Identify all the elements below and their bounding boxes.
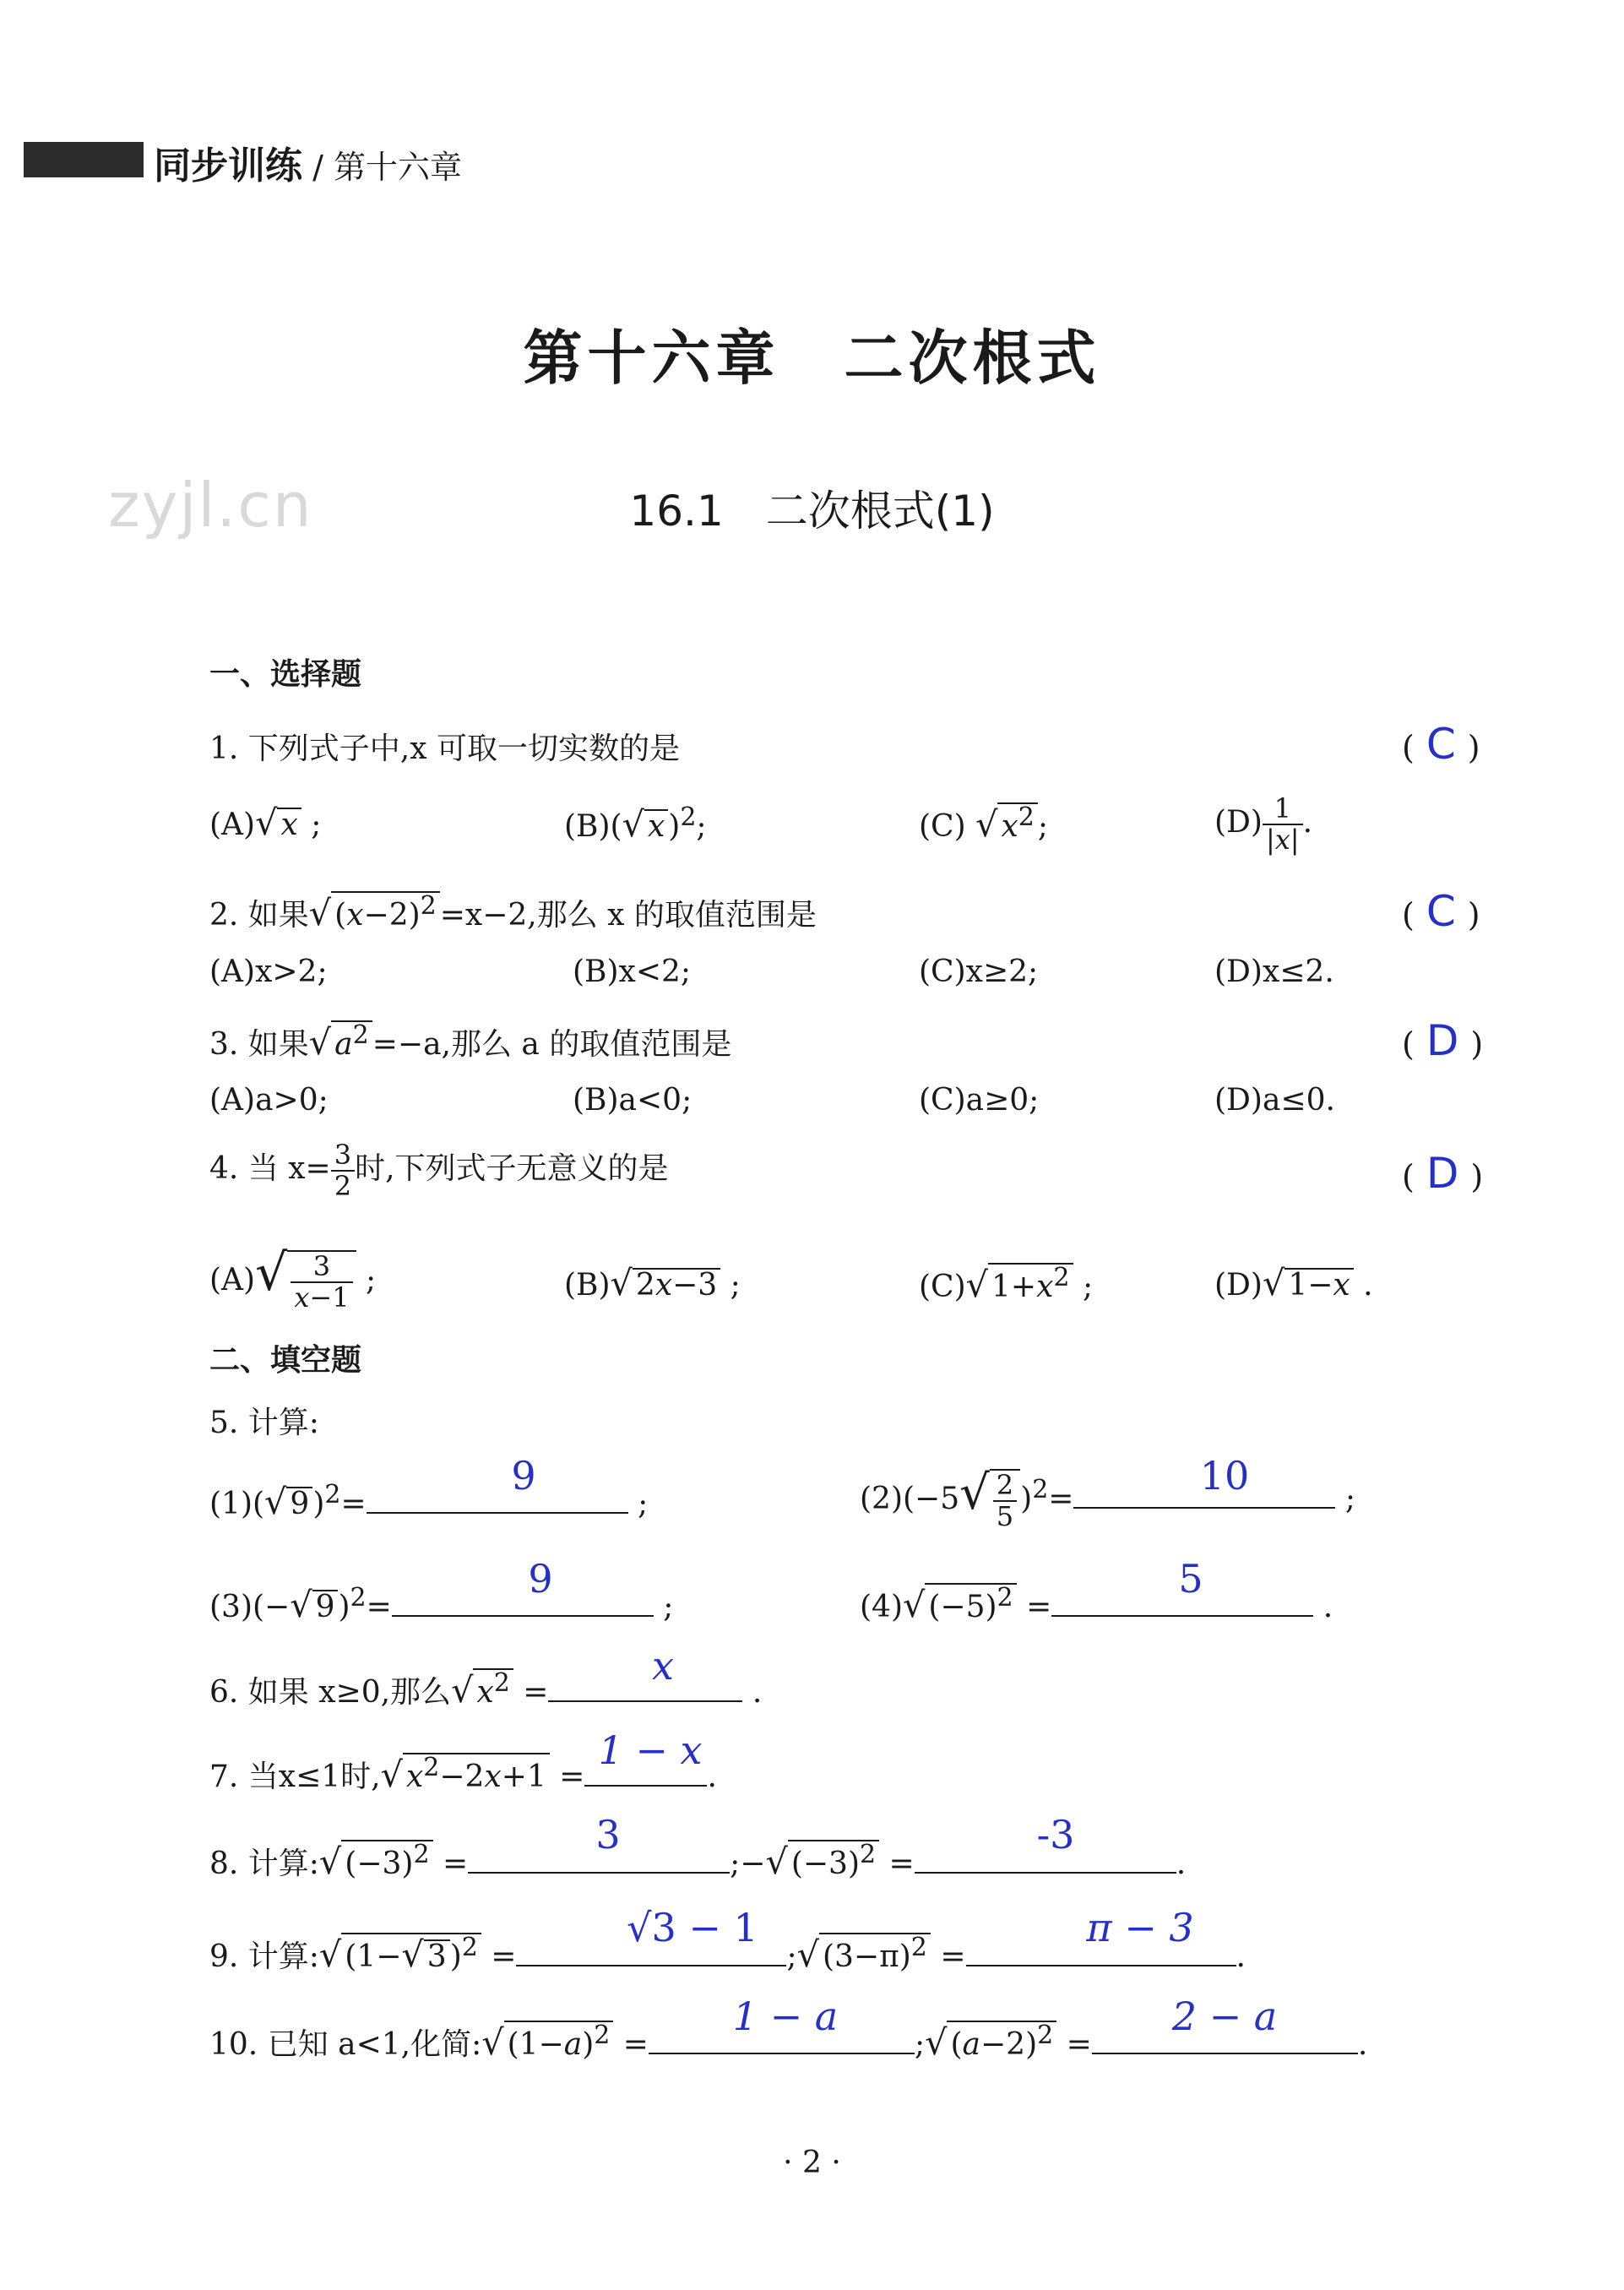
q8-stem: 8. 计算:√ $(-3)^2$ = ;−√ $(-3)^2$ = . <box>209 1840 1187 1882</box>
q2-answer: C <box>1426 887 1456 936</box>
q5-part2: (2)(−5√ $\frac{2}{5}$ )$^2$= ; <box>860 1466 1356 1532</box>
q6-answer: x <box>652 1643 674 1689</box>
header-chapter: 第十六章 <box>333 149 462 186</box>
q4-answer: D <box>1426 1149 1459 1198</box>
section-title: 16.1 二次根式(1) <box>629 487 995 536</box>
q3-answer-box: ( D ) <box>1402 1016 1484 1065</box>
q5-stem: 5. 计算: <box>209 1406 319 1440</box>
q5-part4: (4)√ $(-5)^2$ = . <box>860 1583 1333 1625</box>
q5-answer-4: 5 <box>1178 1556 1203 1602</box>
page-number: · 2 · <box>783 2146 841 2180</box>
q1-option-b: (B)(√ x )$^2$; <box>564 802 707 845</box>
q5-answer-3: 9 <box>528 1556 553 1602</box>
part1-heading: 一、选择题 <box>209 657 362 692</box>
q4-stem: 4. 当 x= $\frac{3}{2}$ 时,下列式子无意义的是 <box>209 1139 669 1203</box>
q4-option-d: (D)√ 1−x . <box>1214 1263 1373 1303</box>
watermark: zyjl.cn <box>108 470 313 541</box>
q2-answer-box: ( C ) <box>1402 887 1480 936</box>
q3-stem: 3. 如果√ $a^2 =-a$,那么 a 的取值范围是 <box>209 1020 732 1063</box>
header-bar <box>24 142 144 177</box>
q1-option-a: (A)√ x ; <box>209 802 322 843</box>
q2-option-b: (B)x<2; <box>573 955 692 989</box>
q3-option-b: (B)a<0; <box>573 1083 693 1118</box>
q2-option-a: (A)x>2; <box>209 955 328 989</box>
q1-stem: 1. 下列式子中,x 可取一切实数的是 <box>209 732 680 766</box>
q5-part3: (3)(−√ 9 )$^2$= ; <box>209 1583 674 1625</box>
q4-option-c: (C)√ $1+x^2$ ; <box>919 1263 1094 1305</box>
q4-answer-box: ( D ) <box>1402 1149 1484 1198</box>
header-separator: / <box>302 149 334 186</box>
q3-answer: D <box>1426 1016 1459 1065</box>
q3-option-d: (D)a≤0. <box>1214 1083 1335 1118</box>
q7-stem: 7. 当x≤1时,√ $x^2-2x+1$ = . <box>209 1753 717 1795</box>
q2-stem: 2. 如果√ $(x-2)^2 =x-2$,那么 x 的取值范围是 <box>209 891 817 933</box>
q3-option-a: (A)a>0; <box>209 1083 329 1118</box>
q9-answer-1: √3 − 1 <box>627 1905 758 1950</box>
chapter-title: 第十六章 二次根式 <box>523 324 1101 393</box>
q4-option-b: (B)√ 2x−3 ; <box>564 1263 741 1303</box>
q3-option-c: (C)a≥0; <box>919 1083 1040 1118</box>
q5-answer-1: 9 <box>511 1453 536 1499</box>
q6-stem: 6. 如果 x≥0,那么√ $x^2$ = . <box>209 1668 763 1711</box>
q4-option-a: (A)√ $\frac{3}{x-1}$ ; <box>209 1243 377 1314</box>
q2-option-c: (C)x≥2; <box>919 955 1039 989</box>
q9-answer-2: π − 3 <box>1086 1905 1194 1950</box>
q1-answer-box: ( C ) <box>1402 720 1480 769</box>
q5-part1: (1)(√ 9 )$^2$= ; <box>209 1480 649 1522</box>
q10-answer-2: 2 − a <box>1171 1994 1278 2039</box>
q10-stem: 10. 已知 a<1,化简:√ $(1-a)^2$ = ;√ $(a-2)^2$ = . <box>209 2021 1368 2063</box>
header-title <box>154 135 462 189</box>
q8-answer-1: 3 <box>595 1812 621 1858</box>
q2-option-d: (D)x≤2. <box>1214 955 1334 989</box>
q1-answer: C <box>1426 720 1456 769</box>
q10-answer-1: 1 − a <box>732 1994 839 2039</box>
q9-stem: 9. 计算:√ (1−√ 3 )$^2$ = ;√ $(3-\pi)^2$ = . <box>209 1933 1246 1975</box>
q1-option-d: (D) $\frac{1}{|x|}$ . <box>1214 792 1313 857</box>
q8-answer-2: -3 <box>1036 1812 1075 1858</box>
header-series-title: 同步训练 <box>154 144 302 188</box>
q1-option-c: (C) √ $x^2$ ; <box>919 802 1049 845</box>
q7-answer: 1 − x <box>598 1727 703 1773</box>
part2-heading: 二、填空题 <box>209 1343 362 1378</box>
q5-answer-2: 10 <box>1199 1453 1250 1499</box>
